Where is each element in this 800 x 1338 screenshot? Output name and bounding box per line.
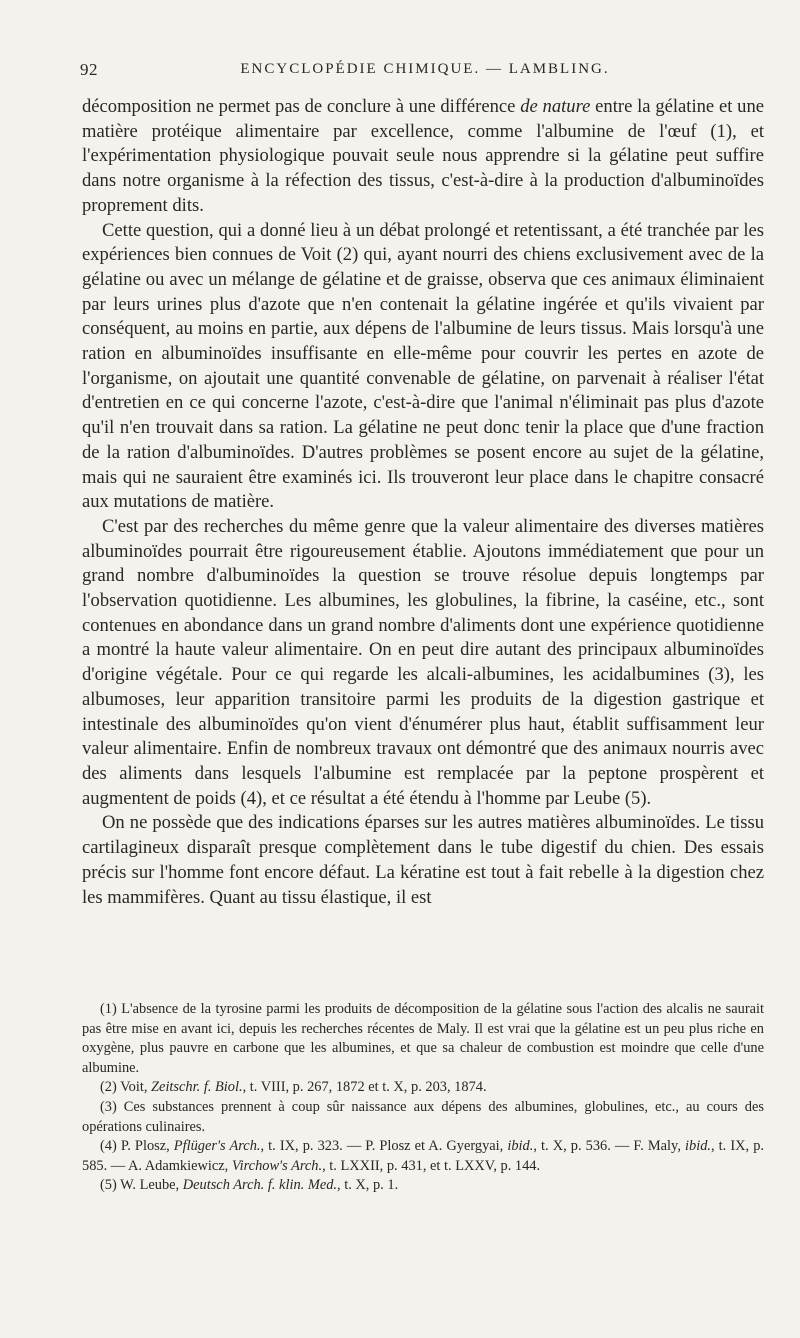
footnote-5 bbox=[82, 1176, 764, 1196]
footnote-4-text-b: , t. IX, p. 323. — P. Plosz et A. Gyergyai, bbox=[260, 1138, 508, 1155]
footnote-5-text: (5) W. Leube, bbox=[100, 1177, 183, 1194]
footnote-2-journal: Zeitschr. f. Biol. bbox=[151, 1079, 243, 1096]
paragraph-2: Cette question, qui a donné lieu à un débat prolongé et retentissant, a été tranchée par les expériences bien connues de Voit (2) qui, ayant nourri des chiens exclusivement avec de la gélatine ou avec un mélange de gélatine et de graisse, observa que ces animaux éliminaient par leurs urines plus d'azote que n'en contenait la gélatine ingérée et qu'ils vivaient par conséquent, au moins en partie, aux dépens de l'albumine de leurs tissus. Mais lorsqu'à une ration en albuminoïdes insuffisante en elle-même pour couvrir les pertes en azote de l'organisme, on ajoutait une quantité convenable de gélatine, on parvenait à réaliser l'état d'entretien en ce qui concerne l'azote, c'est-à-dire que l'animal n'éliminait pas plus d'azote qu'il n'en trouvait dans sa ration. La gélatine ne peut donc tenir la place que d'une fraction de la ration d'albuminoïdes. D'autres problèmes se posent encore au sujet de la gélatine, mais qui ne sauraient être examinés ici. Ils trouveront leur place dans le chapitre consacré aux mutations de matière. bbox=[82, 219, 764, 513]
paragraph-3: C'est par des recherches du même genre que la valeur alimentaire des diverses matières albuminoïdes pourrait être rigoureusement établie. Ajoutons immédiatement que pour un grand nombre d'albuminoïdes la question se trouve résolue depuis longtemps par l'observation quotidienne. Les albumines, les globulines, la fibrine, la caséine, etc., sont contenues en abondance dans un grand nombre d'aliments dont une expérience quotidienne a montré la haute valeur alimentaire. On en peut dire autant des principaux albuminoïdes d'origine végétale. Pour ce qui regarde les alcali-albumines, les acidalbumines (3), les albumoses, leur apparition transitoire parmi les produits de la digestion gastrique et intestinale des albuminoïdes qu'on vient d'énumérer plus haut, établit suffisamment leur valeur alimentaire. Enfin de nombreux travaux ont démontré que des animaux nourris avec des aliments dans lesquels l'albumine est remplacée par la peptone prospèrent et augmentent de poids (4), et ce résultat a été étendu à l'homme par Leube (5). bbox=[82, 515, 764, 809]
paragraph-1 bbox=[82, 95, 764, 219]
footnotes bbox=[82, 1000, 764, 1196]
footnote-4-text-d: , t. IX, p. 585. — A. Adamkiewicz, bbox=[82, 1138, 764, 1174]
paragraph-1-text-b: entre la gélatine et une matière protéique alimentaire par excellence, comme l'albumine de l'œuf (1), et l'expérimentation physiologique pouvait seule nous apprendre si la gélatine peut suffire dans notre organisme à la réfection des tissus, c'est-à-dire à la production d'albuminoïdes proprement dits. bbox=[82, 96, 765, 216]
footnote-5-journal: Deutsch Arch. f. klin. Med. bbox=[182, 1177, 337, 1194]
body-text bbox=[82, 95, 764, 910]
footnote-4 bbox=[82, 1137, 764, 1176]
footnote-1: (1) L'absence de la tyrosine parmi les produits de décomposition de la gélatine sous l'action des alcalis ne saurait pas être mise en avant ici, depuis les recherches récentes de Maly. Il est vrai que la gélatine est un peu plus riche en oxygène, plus pauvre en carbone que les albumines, et que sa chaleur de combustion est moindre que celle d'une albumine. bbox=[82, 1001, 764, 1076]
footnote-2 bbox=[82, 1078, 764, 1098]
footnote-4-journal-2: Virchow's Arch. bbox=[231, 1157, 323, 1174]
footnote-4-journal-1: Pflüger's Arch. bbox=[173, 1138, 261, 1155]
page-header bbox=[80, 60, 770, 84]
footnote-4-text-c: , t. X, p. 536. — F. Maly, bbox=[533, 1138, 685, 1155]
footnote-4-text-e: , t. LXXII, p. 431, et t. LXXV, p. 144. bbox=[322, 1157, 541, 1174]
footnote-4-ibid-1: ibid. bbox=[507, 1138, 534, 1155]
footnote-2-ref: , t. VIII, p. 267, 1872 et t. X, p. 203, 1874. bbox=[242, 1079, 487, 1096]
footnote-5-ref: , t. X, p. 1. bbox=[337, 1177, 399, 1194]
running-title: ENCYCLOPÉDIE CHIMIQUE. — LAMBLING. bbox=[240, 61, 610, 77]
paragraph-1-italic: de nature bbox=[520, 96, 591, 117]
footnote-4-ibid-2: ibid. bbox=[685, 1138, 711, 1155]
footnote-4-text-a: (4) P. Plosz, bbox=[100, 1138, 174, 1155]
page-number: 92 bbox=[80, 60, 98, 79]
footnote-2-text: (2) Voit, bbox=[100, 1079, 152, 1096]
paragraph-4: On ne possède que des indications éparses sur les autres matières albuminoïdes. Le tissu cartilagineux disparaît presque complètement dans le tube digestif du chien. Des essais précis sur l'homme font encore défaut. La kératine est tout à fait rebelle à la digestion chez les mammifères. Quant au tissu élastique, il est bbox=[82, 812, 764, 908]
paragraph-1-text-a: décomposition ne permet pas de conclure à une différence bbox=[82, 96, 521, 117]
footnote-3: (3) Ces substances prennent à coup sûr naissance aux dépens des albumines, globulines, etc., au cours des opérations culinaires. bbox=[82, 1098, 764, 1135]
